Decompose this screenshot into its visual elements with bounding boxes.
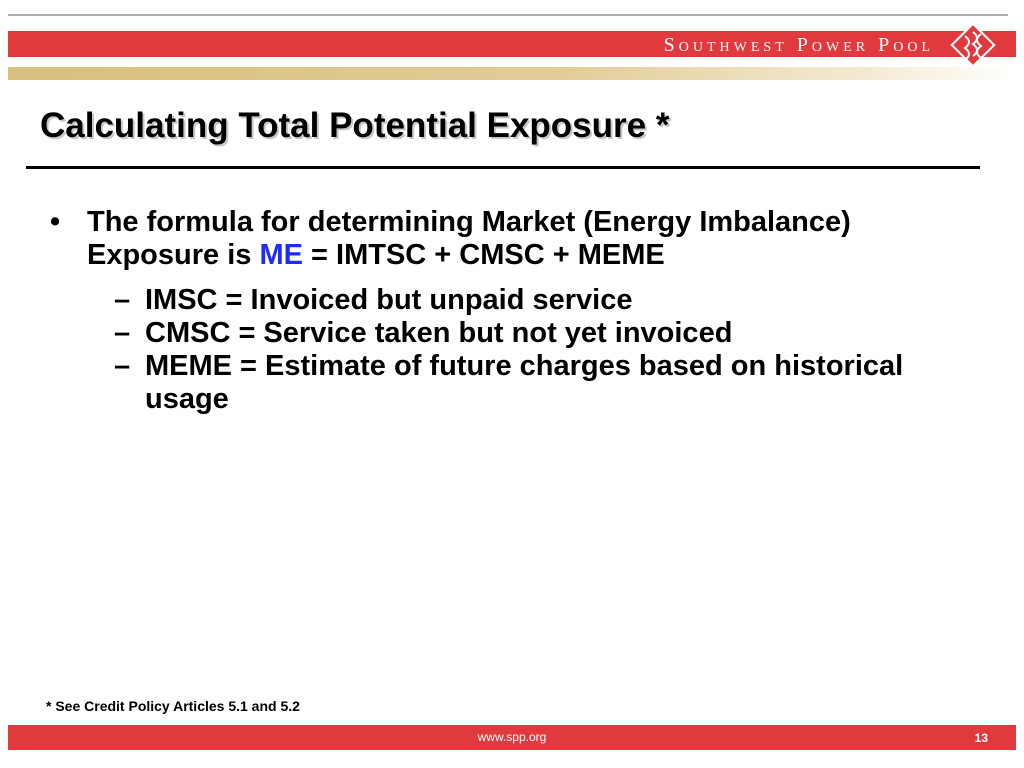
- sub-bullet-dash: –: [114, 317, 131, 349]
- footnote: * See Credit Policy Articles 5.1 and 5.2: [46, 698, 300, 714]
- company-name: Southwest Power Pool: [663, 34, 934, 56]
- bullet-highlight-me: ME: [259, 239, 303, 271]
- header-band: [8, 31, 1016, 57]
- footer-url-link[interactable]: www.spp.org: [477, 730, 547, 744]
- main-bullet: [87, 206, 987, 272]
- sub-bullet-dash: –: [114, 284, 131, 316]
- slide-title: Calculating Total Potential Exposure *: [40, 106, 670, 145]
- bullet-marker: •: [50, 206, 61, 238]
- spp-logo-icon: [950, 22, 996, 68]
- page-number: 13: [974, 731, 988, 745]
- footer-band: [8, 725, 1016, 750]
- sub-bullet-meme: MEME = Estimate of future charges based on historical usage: [145, 350, 904, 415]
- title-underline: [26, 166, 980, 169]
- sub-bullet-dash: –: [114, 350, 131, 382]
- sub-bullet-imsc: IMSC = Invoiced but unpaid service: [145, 284, 633, 316]
- top-divider: [8, 14, 1008, 16]
- bullet-text-end: = IMTSC + CMSC + MEME: [302, 239, 665, 271]
- accent-band: [8, 67, 1016, 80]
- sub-bullet-cmsc: CMSC = Service taken but not yet invoiced: [145, 317, 733, 349]
- bullet-text-start: The formula for determining Market (Energy Imbalance) Exposure is: [87, 206, 851, 271]
